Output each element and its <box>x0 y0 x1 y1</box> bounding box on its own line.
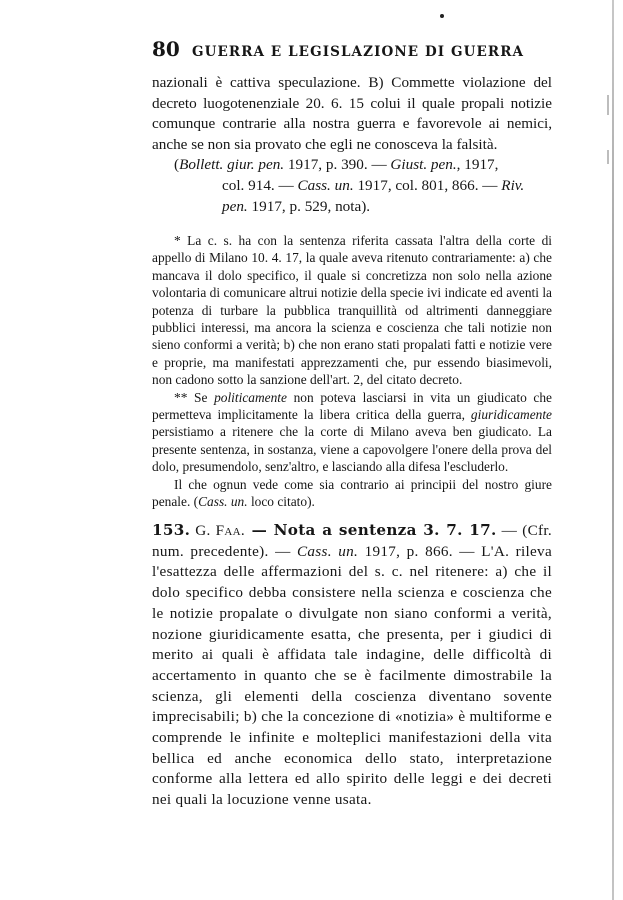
entry-text: 153. G. Faa. — Nota a sentenza 3. 7. 17. — (Cfr. num. precedente). — Cass. un. 1917, p. 866. — L'A. rileva l'esattezza delle affermazioni del s. c. nel ritenere: a) che il dolo specifico debba consistere nella scienza e coscienza che le notizie propalate o divulgate non siano conformi a verità, nozione giuridicamente esatta, che presenta, per i giudici di merito ai quali è affidata tale indagine, delle difficoltà di accertamento in quanto che se è facilmente dimostrabile la scienza, gli elementi della coscienza diventano sovente imprecisabili; b) che la concezione di «notizia» è multiforme e comprende le infinite e molteplici manifestazioni della vita bellica ed anche economica dello stato, interpretazione conforme alla lettera ed allo spirito delle leggi e dei decreti nei quali la locuzione venne usata. <box>152 521 552 809</box>
ink-dot <box>440 14 444 18</box>
page-edge-mark <box>607 150 609 164</box>
page-edge-mark <box>607 95 609 115</box>
entry-author: G. Faa. <box>195 522 246 539</box>
running-title: GUERRA E LEGISLAZIONE DI GUERRA <box>192 44 525 60</box>
main-paragraph: nazionali è cattiva speculazione. B) Commette violazione del decreto luogotenenziale 20. 6. 15 colui il quale propali notizie comunque contrarie alla nostra guerra e favorevole ai nemici, anche se non sia provato che egli ne conosceva la falsità. <box>152 74 552 153</box>
footnote-block <box>152 232 552 511</box>
page-header <box>152 37 532 61</box>
footnote-2: ** Se politicamente non poteva lasciarsi in vita un giudicato che permetteva implicitamente la libera critica della guerra, giuridicamente persistiamo a ritenere che la corte di Milano aveva ben giudicato. La presente sentenza, in sostanza, viene a capovolgere l'onere della prova del dolo, presumendolo, senz'altro, e lasciando alla difesa l'escluderlo. <box>152 389 552 475</box>
main-text <box>152 73 552 217</box>
entry-title: Nota a sentenza 3. 7. 17. <box>273 521 497 539</box>
page-edge-line <box>612 0 614 900</box>
entry-number: 153. <box>152 521 191 539</box>
citation: (Bollett. giur. pen. 1917, p. 390. — Giust. pen., 1917, col. 914. — Cass. un. 1917, col. 801, 866. — Riv. pen. 1917, p. 529, nota). <box>174 156 525 215</box>
footnote-1: * La c. s. ha con la sentenza riferita cassata l'altra della corte di appello di Milano 10. 4. 17, la quale aveva ritenuto contrariamente: a) che mancava il dolo specifico, il quale si concretizza non solo nella azione volontaria di comunicare altrui notizie della specie ivi indicate ed aventi la potenza di turbare la pubblica tranquillità od altrimenti danneggiare pubblici interessi, ma ancora la scienza e coscienza che tali notizie non sieno conformi a verità; b) che non erano stati propalati fatti e notizie vere e proprie, ma manifestati apprezzamenti che, pur essendo biasimevoli, non cadono sotto la sanzione dell'art. 2, del citato decreto. <box>152 233 552 388</box>
bibliography-entry <box>152 520 552 811</box>
footnote-3: Il che ognun vede come sia contrario ai principii del nostro giure penale. (Cass. un. loco citato). <box>152 476 552 510</box>
page-number: 80 <box>152 37 180 61</box>
